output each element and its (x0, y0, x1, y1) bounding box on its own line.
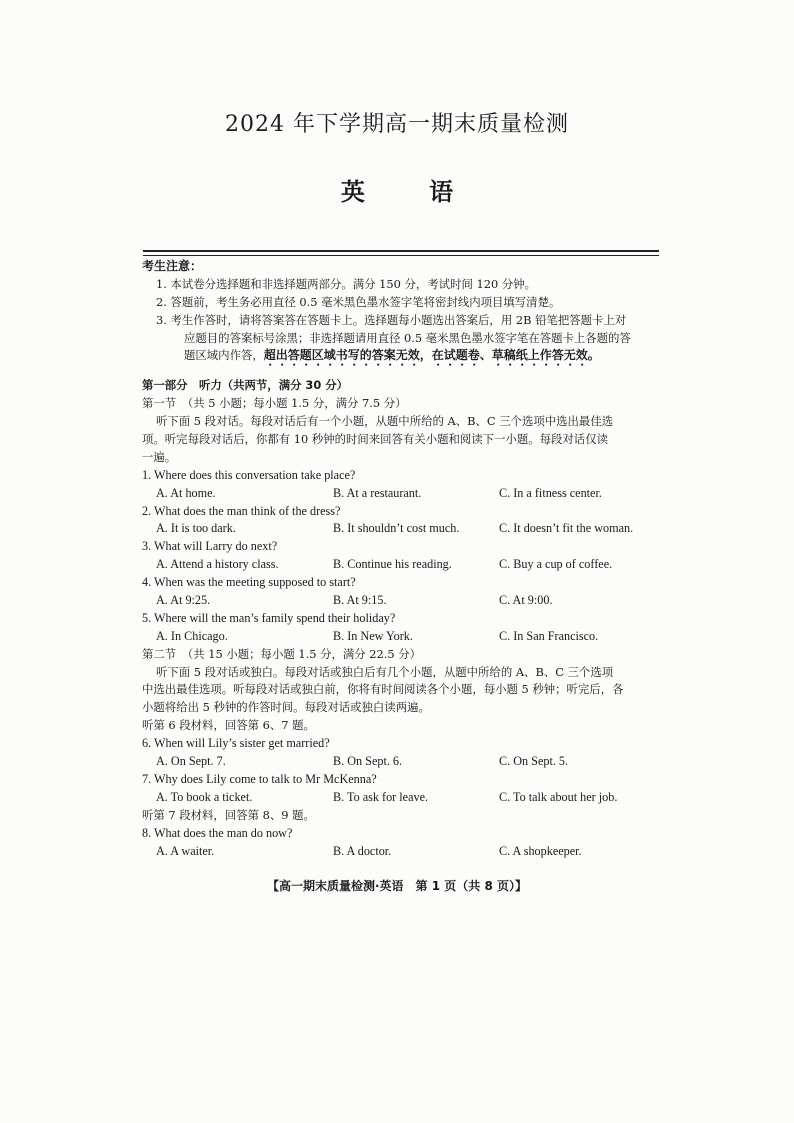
subject-title: 英 语 (340, 177, 482, 206)
question-options (142, 556, 662, 574)
option-b: B. A doctor. (333, 843, 392, 858)
option-b: B. Continue his reading. (333, 557, 452, 572)
option-c: C. In San Francisco. (499, 628, 599, 643)
question-stem: 7. Why does Lily come to talk to Mr McKenna? (142, 771, 377, 786)
question-options (142, 592, 662, 610)
section1-instruction: 听下面 5 段对话。每段对话后有一个小题，从题中所给的 A、B、C 三个选项中选出最佳选 (156, 414, 614, 429)
option-c: C. To talk about her job. (499, 789, 618, 804)
notice-line: 3. 考生作答时，请将答案答在答题卡上。选择题每小题选出答案后，用 2B 铅笔把答题卡上对 (156, 312, 627, 327)
option-b: B. In New York. (333, 628, 413, 643)
section1-instruction: 项。听完每段对话后，你都有 10 秒钟的时间来回答有关小题和阅读下一小题。每段对话仅读 (142, 432, 608, 447)
question-stem: 1. Where does this conversation take place? (142, 467, 356, 482)
question-stem: 2. What does the man think of the dress? (142, 503, 341, 518)
option-c: C. It doesn’t fit the woman. (499, 521, 634, 536)
notice-line (142, 347, 662, 365)
option-a: A. To book a ticket. (156, 789, 253, 804)
section2-instruction: 中选出最佳选项。听每段对话或独白前，你将有时间阅读各个小题，每小题 5 秒钟；听完后，各 (142, 682, 624, 697)
notice-line-start: 题区域内作答， (184, 348, 264, 363)
divider-line (143, 250, 659, 252)
notice-emphasis: 超出答题区域书写的答案无效，在试题卷、草稿纸上作答无效。 (263, 348, 600, 363)
material-note: 听第 7 段材料，回答第 8、9 题。 (142, 807, 315, 822)
option-a: A. At 9:25. (156, 593, 211, 608)
notice-heading: 考生注意： (142, 259, 203, 273)
option-c: C. Buy a cup of coffee. (499, 557, 613, 572)
exam-content (142, 258, 662, 860)
question-options (142, 843, 662, 861)
option-b: B. On Sept. 6. (333, 754, 403, 769)
option-c: C. In a fitness center. (499, 485, 602, 500)
part1-heading: 第一部分 听力（共两节，满分 30 分） (142, 378, 349, 393)
option-a: A. At home. (156, 485, 216, 500)
option-b: B. To ask for leave. (333, 789, 429, 804)
option-a: A. A waiter. (156, 843, 215, 858)
question-stem: 8. What does the man do now? (142, 825, 293, 840)
exam-title: 2024 年下学期高一期末质量检测 (225, 112, 569, 137)
section2-instruction: 小题将给出 5 秒钟的作答时间。每段对话或独白读两遍。 (142, 700, 430, 715)
section2-heading: 第二节 （共 15 小题；每小题 1.5 分，满分 22.5 分） (142, 646, 422, 661)
page-footer: 【高一期末质量检测·英语 第 1 页（共 8 页）】 (267, 879, 527, 893)
notice-line: 1. 本试卷分选择题和非选择题两部分。满分 150 分，考试时间 120 分钟。 (156, 276, 537, 291)
option-b: B. At 9:15. (333, 593, 387, 608)
option-b: B. At a restaurant. (333, 485, 422, 500)
section1-instruction: 一遍。 (142, 449, 177, 464)
option-c: C. On Sept. 5. (499, 754, 569, 769)
notice-line: 2. 答题前，考生务必用直径 0.5 毫米黑色墨水签字笔将密封线内项目填写清楚。 (156, 294, 561, 309)
question-stem: 6. When will Lily’s sister get married? (142, 736, 330, 751)
question-options (142, 789, 662, 807)
option-c: C. At 9:00. (499, 593, 553, 608)
option-a: A. In Chicago. (156, 628, 228, 643)
question-stem: 5. Where will the man’s family spend their holiday? (142, 610, 396, 625)
question-options (142, 485, 662, 503)
option-c: C. A shopkeeper. (499, 843, 582, 858)
divider-line-thin (143, 255, 659, 256)
material-note: 听第 6 段材料，回答第 6、7 题。 (142, 718, 315, 733)
option-b: B. It shouldn’t cost much. (333, 521, 460, 536)
question-options (142, 753, 662, 771)
question-options (142, 520, 662, 538)
question-stem: 3. What will Larry do next? (142, 539, 278, 554)
section1-heading: 第一节 （共 5 小题；每小题 1.5 分，满分 7.5 分） (142, 396, 407, 411)
notice-line: 应题目的答案标号涂黑；非选择题请用直径 0.5 毫米黑色墨水签字笔在答题卡上各题的答 (184, 330, 631, 345)
option-a: A. Attend a history class. (156, 557, 279, 572)
option-a: A. It is too dark. (156, 521, 236, 536)
section2-instruction: 听下面 5 段对话或独白。每段对话或独白后有几个小题，从题中所给的 A、B、C 三个选项 (156, 664, 614, 679)
question-options (142, 628, 662, 646)
option-a: A. On Sept. 7. (156, 754, 226, 769)
question-stem: 4. When was the meeting supposed to start? (142, 575, 356, 590)
